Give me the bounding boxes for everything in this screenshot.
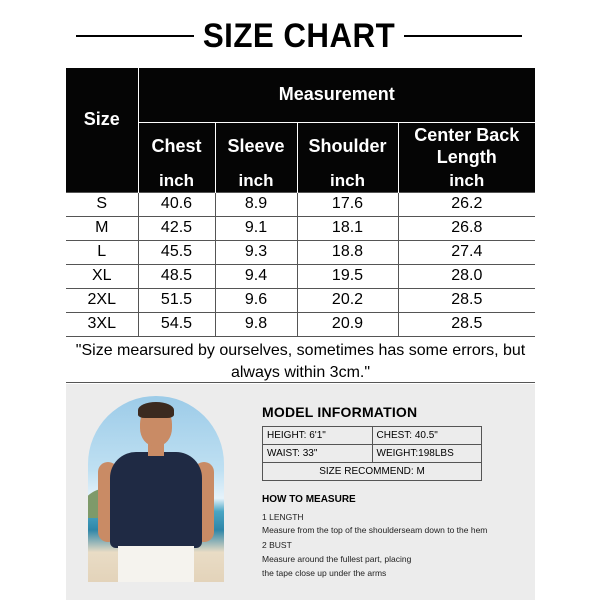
- table-cell-size: 2XL: [66, 288, 138, 312]
- unit-spacer: [66, 170, 138, 192]
- title-divider-right: [404, 35, 522, 37]
- table-cell: 48.5: [138, 264, 215, 288]
- table-cell: 26.8: [398, 216, 535, 240]
- how-step1-title: 1 LENGTH: [262, 512, 304, 522]
- table-cell: 9.4: [215, 264, 297, 288]
- photo-pants: [118, 546, 194, 582]
- title-area: [0, 14, 600, 58]
- table-cell: 17.6: [297, 192, 398, 216]
- unit-shoulder: inch: [297, 170, 398, 192]
- table-row: [66, 264, 535, 288]
- model-size-recommend: SIZE RECOMMEND: M: [263, 463, 482, 481]
- how-to-measure-title: HOW TO MEASURE: [262, 494, 356, 505]
- table-cell: 28.5: [398, 288, 535, 312]
- table-cell: 9.3: [215, 240, 297, 264]
- unit-center-back-length: inch: [398, 170, 535, 192]
- model-info-title: MODEL INFORMATION: [262, 404, 418, 420]
- size-header: Size: [66, 68, 138, 170]
- how-step2-title: 2 BUST: [262, 540, 292, 550]
- model-chest: CHEST: 40.5": [372, 427, 482, 445]
- table-cell: 26.2: [398, 192, 535, 216]
- title-divider-left: [76, 35, 194, 37]
- table-cell-size: XL: [66, 264, 138, 288]
- model-photo: [88, 396, 224, 582]
- page-title: SIZE CHART: [202, 17, 396, 55]
- table-cell-size: 3XL: [66, 312, 138, 336]
- table-cell: 28.5: [398, 312, 535, 336]
- model-info-row: [263, 427, 482, 445]
- table-cell: 42.5: [138, 216, 215, 240]
- unit-sleeve: inch: [215, 170, 297, 192]
- measurement-header: Measurement: [138, 68, 535, 122]
- photo-hair: [138, 402, 174, 418]
- model-waist: WAIST: 33": [263, 445, 373, 463]
- photo-shirt: [110, 452, 202, 548]
- measurement-note: "Size mearsured by ourselves, sometimes has some errors, but always within 3cm.": [66, 338, 535, 383]
- model-weight: WEIGHT:198LBS: [372, 445, 482, 463]
- unit-chest: inch: [138, 170, 215, 192]
- table-cell: 9.8: [215, 312, 297, 336]
- table-cell: 54.5: [138, 312, 215, 336]
- how-step2-text-b: the tape close up under the arms: [262, 568, 387, 578]
- column-header-chest: Chest: [138, 122, 215, 170]
- table-cell: 8.9: [215, 192, 297, 216]
- table-cell: 20.2: [297, 288, 398, 312]
- model-info-table: [262, 426, 482, 481]
- table-cell: 9.1: [215, 216, 297, 240]
- how-step2-text-a: Measure around the fullest part, placing: [262, 554, 412, 564]
- model-info-row: [263, 463, 482, 481]
- table-row: [66, 216, 535, 240]
- table-cell: 40.6: [138, 192, 215, 216]
- model-info-row: [263, 445, 482, 463]
- table-row: [66, 312, 535, 336]
- table-cell: 28.0: [398, 264, 535, 288]
- table-cell: 9.6: [215, 288, 297, 312]
- table-cell: 18.1: [297, 216, 398, 240]
- table-cell-size: M: [66, 216, 138, 240]
- table-cell: 19.5: [297, 264, 398, 288]
- table-cell: 45.5: [138, 240, 215, 264]
- table-cell: 51.5: [138, 288, 215, 312]
- column-header-sleeve: Sleeve: [215, 122, 297, 170]
- model-section: [66, 384, 535, 600]
- model-height: HEIGHT: 6'1": [263, 427, 373, 445]
- table-cell: 27.4: [398, 240, 535, 264]
- table-cell: 18.8: [297, 240, 398, 264]
- table-row: [66, 192, 535, 216]
- column-header-center-back-length: Center Back Length: [398, 122, 535, 170]
- table-row: [66, 288, 535, 312]
- table-cell: 20.9: [297, 312, 398, 336]
- how-step1-text: Measure from the top of the shoulderseam down to the hem: [262, 525, 488, 535]
- table-cell-size: S: [66, 192, 138, 216]
- column-header-shoulder: Shoulder: [297, 122, 398, 170]
- table-cell-size: L: [66, 240, 138, 264]
- table-row: [66, 240, 535, 264]
- size-chart-table: [66, 68, 535, 337]
